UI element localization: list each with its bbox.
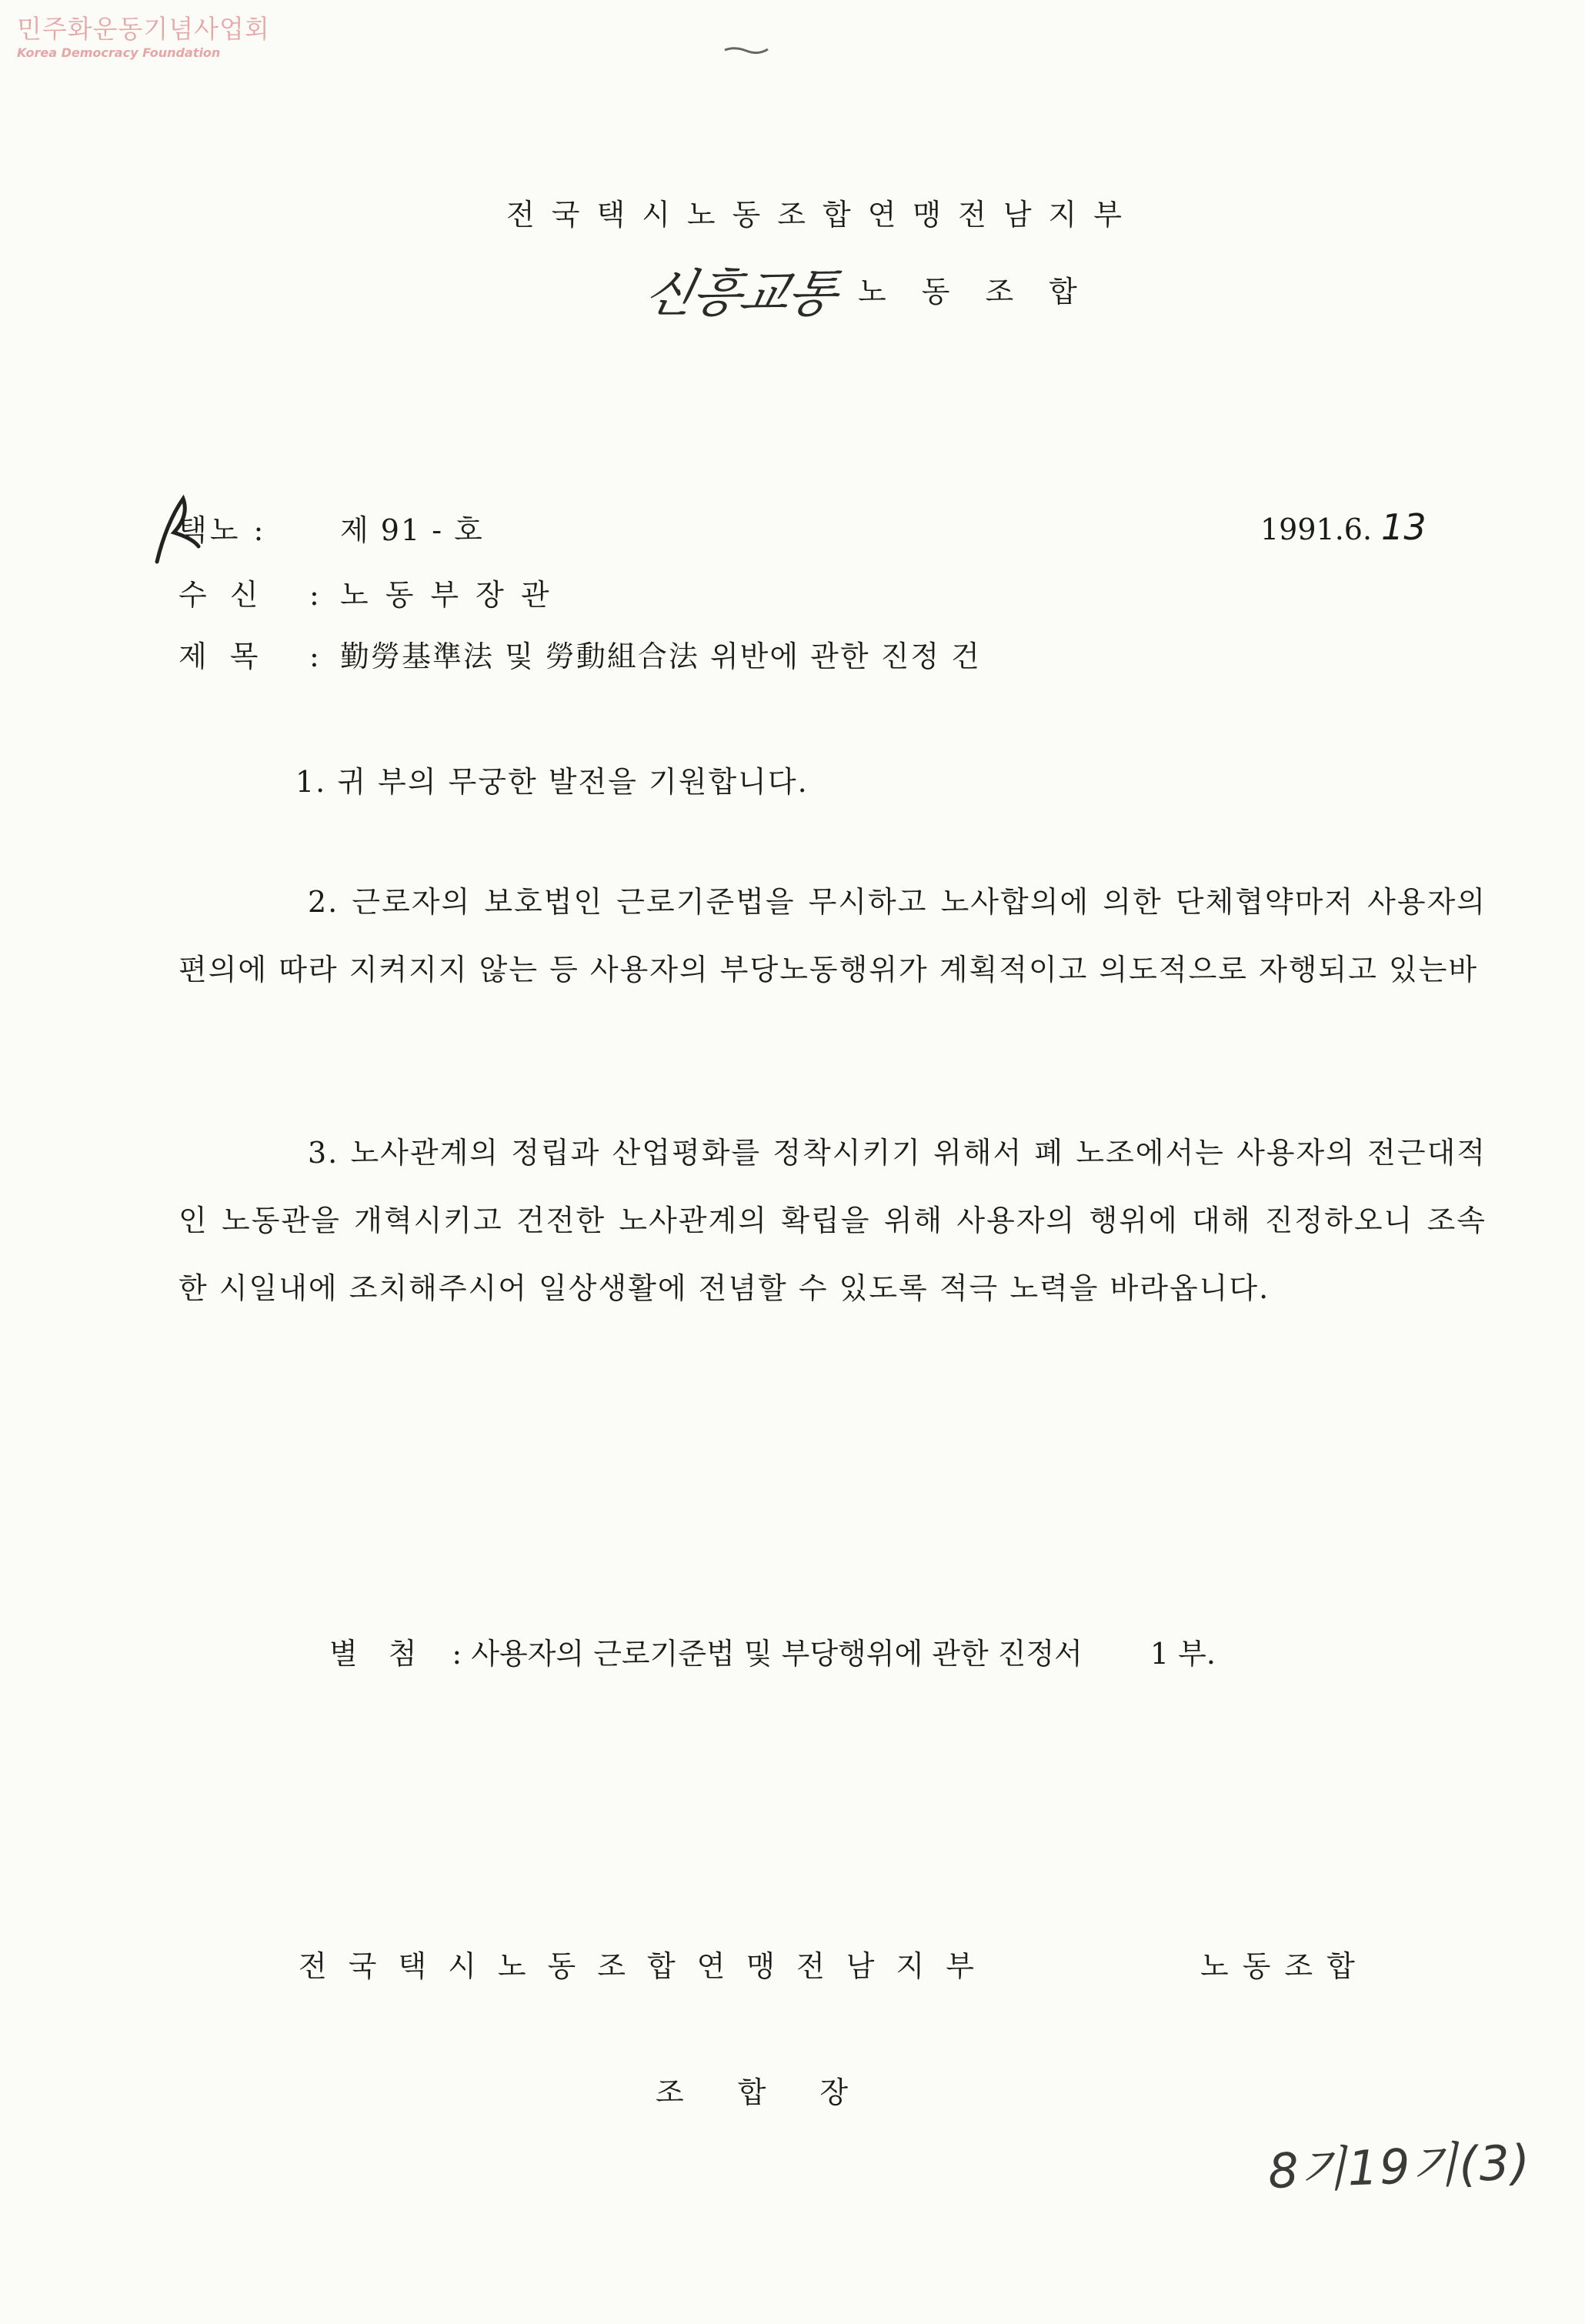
paragraph-1: 1. 귀 부의 무궁한 발전을 기원합니다. <box>295 765 809 799</box>
watermark-english: Korea Democracy Foundation <box>17 45 221 60</box>
attachment-count: 1 부. <box>1150 1637 1216 1671</box>
paragraph-3: 3. 노사관계의 정립과 산업평화를 정착시키기 위해서 폐 노조에서는 사용자의 전근대적인 노동관을 개혁시키고 건전한 노사관계의 확립을 위해 사용자의 행위에 대해 진정하오니 조속한 시일내에 조치해주시어 일상생활에 전념할 수 있도록 적극 노력을 바라옵니다. <box>179 1136 1487 1305</box>
signature-federation: 전국택시노동조합연맹전남지부 <box>299 1949 996 1983</box>
handwritten-union-name: 신흥교통 <box>639 263 842 323</box>
subject-value: 勤勞基準法 및 勞動組合法 위반에 관한 진정 건 <box>340 639 981 673</box>
subject-label: 제목 <box>179 639 282 673</box>
recipient-value: 노동부장관 <box>340 578 566 612</box>
union-suffix: 노동조합 <box>858 274 1113 309</box>
number-label: 택노 : <box>179 513 267 547</box>
date-printed: 1991.6. <box>1260 513 1373 546</box>
meta-number-row <box>179 506 484 549</box>
signature-union: 노동조합 <box>1200 1949 1369 1983</box>
number-value: 제 91 - 호 <box>340 513 484 547</box>
scan-smudge <box>723 45 769 55</box>
attachment-line <box>329 1630 1216 1672</box>
meta-subject-row: 제목 : 勤勞基準法 및 勞動組合法 위반에 관한 진정 건 <box>179 633 981 675</box>
paragraph-2: 2. 근로자의 보호법인 근로기준법을 무시하고 노사합의에 의한 단체협약마저 사용자의 편의에 따라 지켜지지 않는 등 사용자의 부당노동행위가 계획적이고 의도적으로 자행되고 있는바 <box>179 885 1487 987</box>
header-union <box>639 246 1113 331</box>
document-date <box>1260 506 1426 548</box>
watermark-korean: 민주화운동기념사업회 <box>17 14 270 44</box>
signature-title: 조합장 <box>656 2075 903 2109</box>
attachment-text: : 사용자의 근로기준법 및 부당행위에 관한 진정서 <box>452 1637 1083 1671</box>
archive-handwritten-mark: 8기19기(3) <box>1267 2134 1533 2199</box>
meta-recipient-row: 수신 : 노동부장관 <box>179 571 566 613</box>
recipient-label: 수신 <box>179 578 282 612</box>
date-handwritten: 13 <box>1381 506 1426 548</box>
header-federation: 전국택시노동조합연맹전남지부 <box>506 198 1139 232</box>
attachment-label: 별첨 <box>329 1637 448 1671</box>
watermark-logo <box>17 14 270 62</box>
